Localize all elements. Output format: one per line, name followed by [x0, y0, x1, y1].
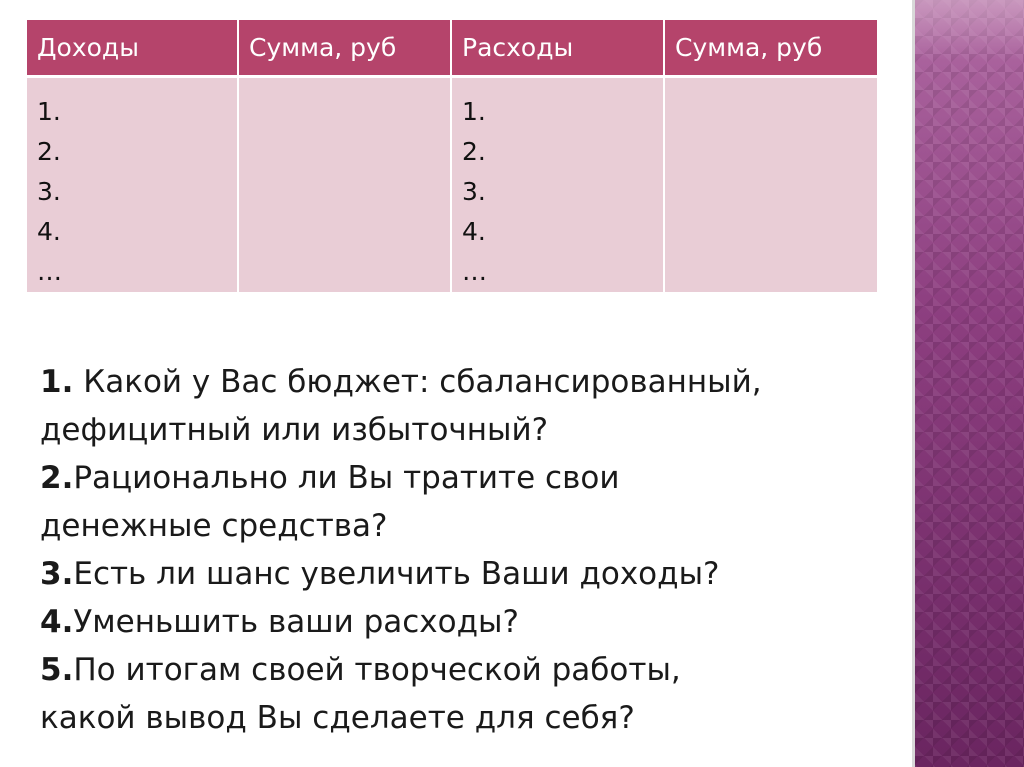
question-line: [40, 646, 900, 694]
header-income: Доходы: [27, 20, 238, 76]
expense-item: 1.: [462, 96, 486, 126]
question-text: Есть ли шанс увеличить Ваши доходы?: [73, 556, 720, 592]
income-item: 3.: [37, 176, 61, 206]
table-row: [27, 76, 877, 292]
income-item: …: [37, 256, 62, 286]
question-number: 3.: [40, 556, 74, 592]
income-item: 1.: [37, 96, 61, 126]
question-line: денежные средства?: [40, 508, 388, 544]
expense-list-cell: [451, 76, 664, 292]
income-item: 2.: [37, 136, 61, 166]
question-number: 2.: [40, 460, 74, 496]
income-list-cell: [27, 76, 238, 292]
question-text: Уменьшить ваши расходы?: [73, 604, 519, 640]
header-expenses: Расходы: [451, 20, 664, 76]
expense-sum-cell: [664, 76, 877, 292]
header-income-sum: Сумма, руб: [238, 20, 451, 76]
question-text: По итогам своей творческой работы,: [73, 652, 681, 688]
question-number: 4.: [40, 604, 74, 640]
header-expenses-sum: Сумма, руб: [664, 20, 877, 76]
decorative-side-band-highlight: [915, 0, 1024, 60]
decorative-side-band: [915, 0, 1024, 767]
budget-table: [27, 20, 877, 292]
question-line: [40, 550, 900, 598]
question-line: [40, 598, 900, 646]
question-number: 5.: [40, 652, 74, 688]
income-sum-cell: [238, 76, 451, 292]
expense-item: 3.: [462, 176, 486, 206]
expense-item: …: [462, 256, 487, 286]
question-text: Какой у Вас бюджет: сбалансированный,: [73, 364, 762, 400]
income-item: 4.: [37, 216, 61, 246]
question-line: какой вывод Вы сделаете для себя?: [40, 700, 635, 736]
table-header-row: [27, 20, 877, 76]
question-line: дефицитный или избыточный?: [40, 412, 549, 448]
expense-item: 2.: [462, 136, 486, 166]
question-text: Рационально ли Вы тратите свои: [73, 460, 620, 496]
question-number: 1.: [40, 364, 74, 400]
question-line: [40, 454, 900, 502]
expense-item: 4.: [462, 216, 486, 246]
question-line: [40, 358, 900, 406]
questions-list: [40, 358, 900, 742]
